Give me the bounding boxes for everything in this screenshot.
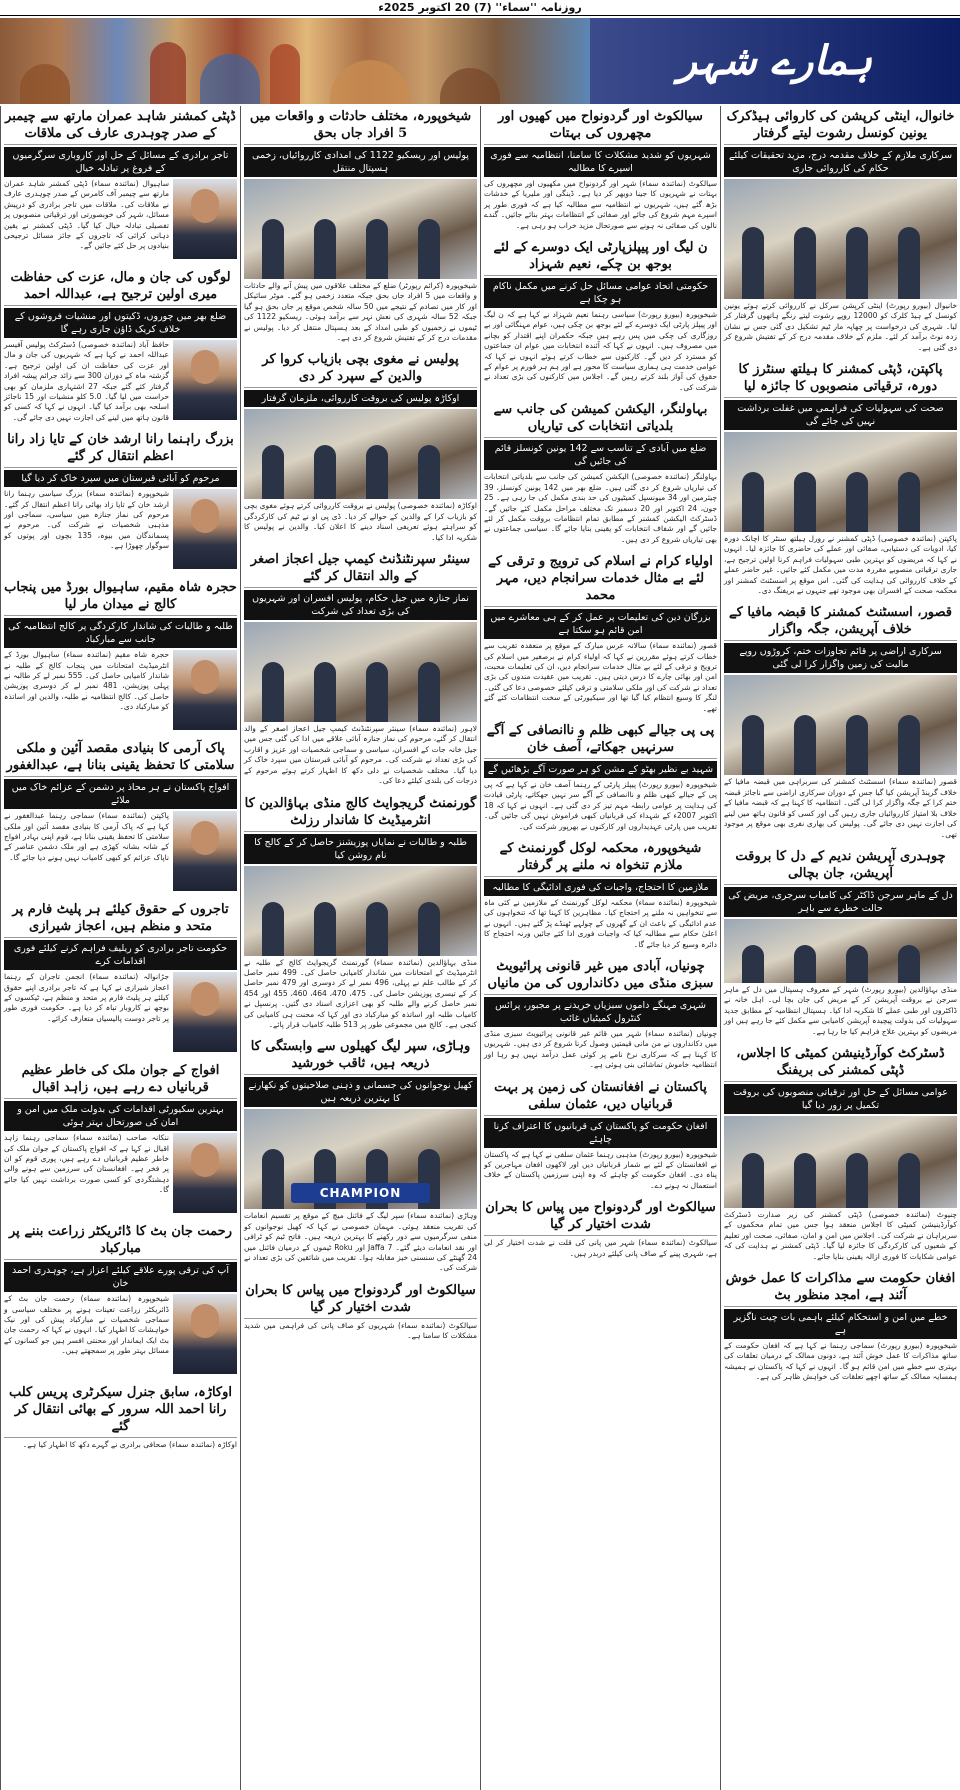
story-headline[interactable]: شیخوپورہ، محکمہ لوکل گورنمنٹ کے ملازم تنخواہ نہ ملنے پر گرفتار bbox=[484, 838, 717, 877]
story-body: لاہور (نمائندہ سماء) سینئر سپرنٹنڈنٹ کیمپ جیل اعجاز اصغر کے والد انتقال کر گئے، مرحوم کی نماز جنازہ آبائی علاقے میں ادا کی گئی جس میں جیل خانہ جات کے افسران، سیاسی و سماجی شخصیات اور عزیز و اقارب کی بڑی تعداد نے شرکت کی۔ مرحوم کو آبائی قبرستان میں سپرد خاک کر دیا گیا۔ مختلف شخصیات نے دلی دکھ کا اظہار کرتے ہوئے مرحوم کے درجات کی بلندی کیلئے دعا کی۔ bbox=[244, 724, 477, 786]
person-figure bbox=[846, 227, 868, 299]
story-subheadline: عوامی مسائل کے حل اور ترقیاتی منصوبوں کی بروقت تکمیل پر زور دیا گیا bbox=[724, 1084, 957, 1114]
story-headline[interactable]: پاکستان نے افغانستان کی زمین پر بہت قربانیاں دیں، عثمان سلفی bbox=[484, 1077, 717, 1116]
story-headline[interactable]: گورنمنٹ گریجوایٹ کالج منڈی بہاؤالدین کا انٹرمیڈیٹ کا شاندار رزلٹ bbox=[244, 793, 477, 832]
person-figure bbox=[366, 445, 388, 499]
person-figure bbox=[898, 715, 920, 775]
story-body: شیخوپورہ (بیورو رپورٹ) پیپلز پارٹی کے رہنما آصف خان نے کہا ہے کہ پی پی کے جیالے کبھی ظلم و ناانصافی کے آگے سر نہیں جھکاتے، پارٹی قیادت کی ہدایت پر عوامی رابطہ مہم تیز کر دی گئی ہے۔ انہوں نے کہا کہ 18 اکتوبر 2007ء کے شہداء کی قربانیاں کبھی فراموش نہیں کی جائیں گی۔ تقریب میں پارٹی عہدیداروں اور کارکنوں نے بھرپور شرکت کی۔ bbox=[484, 779, 717, 831]
person-figure bbox=[898, 227, 920, 299]
column-3 bbox=[240, 106, 480, 1790]
story-body: چونیاں (نمائندہ سماء) شہر میں قائم غیر قانونی پرائیویٹ سبزی منڈی میں دکانداروں نے من مانی قیمتیں وصول کرنا شروع کر دی ہیں۔ شہریوں کا کہنا ہے کہ سرکاری نرخ نامے پر کوئی عمل درآمد نہیں ہو رہا اور انتظامیہ خاموش تماشائی بنی ہوئی ہے۔ bbox=[484, 1029, 717, 1070]
story-headline[interactable]: پی پی جیالے کبھی ظلم و ناانصافی کے آگے سرنہیں جھکاتے، آصف خان bbox=[484, 720, 717, 759]
news-story bbox=[4, 899, 237, 1054]
story-body: ساہیوال (نمائندہ سماء) ڈپٹی کمشنر شاہد عمران مارتھ سے چیمبر آف کامرس کے صدر چوہدری عارف نے ملاقات کی۔ ملاقات میں تاجر برادری کو درپیش مسائل، شہر کی خوبصورتی اور ترقیاتی منصوبوں پر تفصیلی تبادلہ خیال کیا گیا۔ ڈپٹی کمشنر نے یقین دہانی کرائی کہ تاجروں کے جائز مسائل ترجیحی بنیادوں پر حل کئے جائیں گے۔ bbox=[4, 179, 169, 251]
story-body: سیالکوٹ (نمائندہ سماء) شہر اور گردونواح میں مکھیوں اور مچھروں کی بہتات نے شہریوں کا جینا دوبھر کر دیا ہے۔ ڈینگی اور ملیریا کے خدشات بڑھ گئے ہیں، شہریوں نے انتظامیہ سے مطالبہ کیا ہے کہ فوری طور پر اسپرے مہم شروع کی جائے اور صفائی کے انتظامات بہتر بنائے جائیں۔ گندے نالوں کی صفائی نہ ہونے سے صورتحال مزید خراب ہو رہی ہے۔ bbox=[484, 179, 717, 230]
story-body: سیالکوٹ (نمائندہ سماء) شہریوں کو صاف پانی کی فراہمی میں شدید مشکلات کا سامنا ہے۔ bbox=[244, 1320, 477, 1341]
story-body: شیخوپورہ (بیورو رپورٹ) سماجی رہنما نے کہا ہے کہ افغان حکومت کے ساتھ مذاکرات کا عمل خوش آئند ہے، دونوں ممالک کے درمیان تعلقات کی بہتری سے خطے میں امن قائم ہو گا۔ انہوں نے کہا کہ پاکستان نے ہمیشہ ہمسایہ ممالک کے ساتھ اچھے تعلقات کی خواہش ظاہر کی ہے۔ bbox=[724, 1340, 957, 1382]
news-story bbox=[4, 429, 237, 571]
story-body: قصور (نمائندہ سماء) سالانہ عرس مبارک کے موقع پر منعقدہ تقریب سے خطاب کرتے ہوئے مقررین نے کہا کہ اولیاء کرام نے برصغیر میں اسلام کی ترویج و ترقی کے لئے بے مثال خدمات سرانجام دیں، ان کی تعلیمات محبت، امن اور بھائی چارے کا درس دیتی ہیں۔ تقریب میں عقیدت مندوں کی بڑی تعداد نے شرکت کی اور ملکی سلامتی و ترقی کیلئے خصوصی دعا کی گئی۔ لنگر کا وسیع انتظام کیا گیا تھا اور سیکیورٹی کے سخت انتظامات کئے گئے تھے۔ bbox=[484, 641, 717, 713]
story-headline[interactable]: سیالکوٹ اور گردونواح میں کھیوں اور مچھروں کی بہتات bbox=[484, 106, 717, 145]
story-body: چنیوٹ (نمائندہ خصوصی) ڈپٹی کمشنر کی زیر صدارت ڈسٹرکٹ کوآرڈینیشن کمیٹی کا اجلاس منعقد ہوا جس میں تمام محکموں کے سربراہان نے شرکت کی۔ اجلاس میں امن و امان، صفائی، صحت اور تعلیم کے شعبوں کی کارکردگی کا جائزہ لیا گیا۔ ڈپٹی کمشنر نے ہدایت کی کہ عوامی شکایات کا فوری ازالہ یقینی بنایا جائے۔ bbox=[724, 1209, 957, 1261]
story-subheadline: شہریوں کو شدید مشکلات کا سامنا، انتظامیہ سے فوری اسپرے کا مطالبہ bbox=[484, 147, 717, 177]
person-figure bbox=[314, 219, 336, 279]
news-story bbox=[724, 359, 957, 596]
story-subheadline: تاجر برادری کے مسائل کے حل اور کاروباری سرگرمیوں کے فروغ پر تبادلہ خیال bbox=[4, 147, 237, 177]
news-story bbox=[244, 349, 477, 543]
story-body: شیخوپورہ (کرائم رپورٹر) ضلع کے مختلف علاقوں میں پیش آنے والے حادثات و واقعات میں 5 افراد جاں بحق جبکہ متعدد زخمی ہو گئے۔ موٹر سائیکل اور کار میں تصادم کے نتیجے میں 50 سالہ شخص موقع پر جاں بحق ہو گیا جبکہ 52 سالہ شہری کی نعش نہر سے برآمد ہوئی۔ ریسکیو 1122 کی ٹیموں نے زخمیوں کو طبی امداد کے بعد ہسپتال منتقل کر دیا۔ پولیس نے مقدمات درج کر کے تفتیش شروع کر دی ہے۔ bbox=[244, 281, 477, 343]
story-body: منڈی بہاؤالدین (بیورو رپورٹ) شہر کے معروف ہسپتال میں دل کے ماہر سرجن نے بروقت آپریشن کر کے مریض کی جان بچا لی۔ اہل خانہ نے ڈاکٹروں اور طبی عملے کا شکریہ ادا کیا۔ ہسپتال انتظامیہ کے مطابق جدید سہولیات کی بدولت پیچیدہ آپریشن کامیابی سے مکمل کئے جا رہے ہیں اور مریضوں کو بہترین علاج فراہم کیا جا رہا ہے۔ bbox=[724, 984, 957, 1036]
news-story bbox=[484, 551, 717, 714]
story-body: اوکاڑہ (نمائندہ سماء) صحافی برادری نے گہرے دکھ کا اظہار کیا ہے۔ bbox=[22, 1440, 237, 1450]
story-photo bbox=[244, 622, 477, 722]
story-headline[interactable]: افواج کے جوان ملک کی خاطر عظیم قربانیاں دے رہے ہیں، زاہد اقبال bbox=[4, 1060, 237, 1099]
story-headline[interactable]: چونیاں، آبادی میں غیر قانونی پرائیویٹ سبزی منڈی میں دکانداروں کی من مانیاں bbox=[484, 956, 717, 995]
news-story bbox=[4, 1060, 237, 1215]
story-photo bbox=[244, 866, 477, 956]
news-story bbox=[484, 399, 717, 545]
story-headline[interactable]: پاکپتن، ڈپٹی کمشنر کا ہیلتھ سنٹرز کا دورہ، ترقیاتی منصوبوں کا جائزہ لیا bbox=[724, 359, 957, 398]
story-body: شیخوپورہ (نمائندہ سماء) رحمت جان بٹ کے ڈائریکٹر زراعت تعینات ہونے پر مختلف سیاسی و سماجی شخصیات نے مبارکباد پیش کی اور نیک خواہشات کا اظہار کیا۔ انہوں نے کہا کہ رحمت جان بٹ ایک ایماندار اور محنتی افسر ہیں جو کسانوں کے مسائل بہتر طور پر سمجھتے ہیں۔ bbox=[4, 1294, 169, 1356]
person-figure bbox=[314, 445, 336, 499]
person-figure bbox=[418, 902, 440, 956]
news-story bbox=[484, 1077, 717, 1192]
news-story bbox=[484, 838, 717, 950]
news-story bbox=[4, 738, 237, 893]
story-body: جڑانوالہ (نمائندہ سماء) انجمن تاجران کے رہنما اعجاز شیرازی نے کہا ہے کہ تاجر برادری اپنے حقوق کیلئے ہر پلیٹ فارم پر متحد و منظم ہے، ٹیکسوں کے بوجھ نے کاروبار تباہ کر دیا ہے۔ حکومت فوری طور پر تاجر دوست پالیسیاں متعارف کرائے۔ bbox=[4, 972, 169, 1023]
news-story bbox=[4, 1221, 237, 1376]
story-headline[interactable]: ڈپٹی کمشنر شاہد عمران مارتھ سے چیمبر کے صدر چوہدری عارف کی ملاقات bbox=[4, 106, 237, 145]
person-figure bbox=[794, 715, 816, 775]
person-figure bbox=[742, 715, 764, 775]
story-body: بہاولنگر (نمائندہ خصوصی) الیکشن کمیشن کی جانب سے بلدیاتی انتخابات کی تیاریاں شروع کر دی گئی ہیں۔ ضلع بھر میں 142 یونین کونسلز، 39 چیئرمین اور 34 میونسپل کمیٹیوں کی حد بندی مکمل کی جا رہی ہے۔ 25 جون، 24 اکتوبر اور 20 دسمبر تک مختلف مراحل مکمل کئے جائیں گے۔ ڈسٹرکٹ الیکشن کمشنر کے مطابق تمام انتظامات بروقت مکمل کر لئے جائیں گے اور شفاف انتخابات کو یقینی بنایا جائے گا۔ سیاسی جماعتوں نے بھی تیاریاں شروع کر دی ہیں۔ bbox=[484, 472, 718, 544]
story-subheadline: ملازمین کا احتجاج، واجبات کی فوری ادائیگی کا مطالبہ bbox=[484, 879, 717, 896]
story-headline[interactable]: اولیاء کرام نے اسلام کی ترویج و ترقی کے لئے بے مثال خدمات سرانجام دیں، مہر محمد bbox=[484, 551, 717, 607]
story-body: حجرہ شاہ مقیم (نمائندہ سماء) ساہیوال بورڈ کے انٹرمیڈیٹ امتحانات میں پنجاب کالج کے طلبہ نے شاندار کامیابی حاصل کی۔ 555 نمبر لے کر طالبہ نے پہلی پوزیشن، 481 نمبر لے کر دوسری پوزیشن حاصل کی۔ کالج انتظامیہ نے طلبہ، والدین اور اساتذہ کو مبارکباد دی۔ bbox=[4, 650, 170, 712]
story-subheadline: افواج پاکستان نے ہر محاذ پر دشمن کے عزائم خاک میں ملائے bbox=[4, 779, 237, 809]
story-photo bbox=[244, 179, 477, 279]
person-figure bbox=[846, 1153, 868, 1208]
story-headline[interactable]: چوہدری آپریشن ندیم کے دل کا بروقت آپریشن، جان بچالی bbox=[724, 846, 957, 885]
person-figure bbox=[794, 1153, 816, 1208]
story-photo bbox=[724, 432, 957, 532]
news-story bbox=[484, 956, 717, 1071]
person-figure bbox=[366, 902, 388, 956]
person-figure bbox=[846, 472, 868, 532]
story-body: خانیوال (بیورو رپورٹ) اینٹی کرپشن سرکل نے کارروائی کرتے ہوئے یونین کونسل کے ہیڈ کلرک کو 12000 روپے رشوت لیتے رنگے ہاتھوں گرفتار کر لیا۔ شہری کی درخواست پر چھاپہ مار ٹیم تشکیل دی گئی جس نے نشان زدہ نوٹ برآمد کر لئے۔ ملزم کے خلاف مقدمہ درج کر کے تفتیش شروع کر دی گئی ہے۔ bbox=[724, 301, 957, 352]
person-figure bbox=[314, 902, 336, 956]
news-story bbox=[484, 720, 717, 832]
story-body: ننکانہ صاحب (نمائندہ سماء) سماجی رہنما زاہد اقبال نے کہا ہے کہ افواج پاکستان کے جوان ملک کی خاطر عظیم قربانیاں دے رہے ہیں، پوری قوم کو ان پر فخر ہے۔ افغانستان کی سرزمین سے ہونے والی دہشتگردی کو کسی صورت برداشت نہیں کیا جائے گا۔ bbox=[4, 1133, 169, 1195]
story-headline[interactable]: وہاڑی، سپر لیگ کھیلوں سے وابستگی کا ذریعہ ہیں، ثاقب خورشید bbox=[244, 1036, 477, 1075]
story-photo bbox=[244, 1109, 477, 1209]
news-story bbox=[484, 237, 717, 393]
story-body: اوکاڑہ (نمائندہ خصوصی) پولیس نے بروقت کارروائی کرتے ہوئے مغوی بچی کو بازیاب کرا کے والدین کے حوالے کر دیا۔ ڈی پی او نے ٹیم کی کارکردگی کو سراہتے ہوئے تعریفی اسناد دینے کا اعلان کیا۔ والدین نے پولیس کا شکریہ ادا کیا۔ bbox=[244, 501, 477, 542]
portrait-photo bbox=[173, 811, 237, 891]
news-story bbox=[244, 549, 477, 786]
news-story bbox=[4, 577, 237, 732]
portrait-photo bbox=[173, 650, 237, 730]
story-subheadline: افغان حکومت کو پاکستان کی قربانیوں کا اعتراف کرنا چاہئے bbox=[484, 1118, 717, 1148]
story-subheadline: شہید بے نظیر بھٹو کے مشن کو ہر صورت آگے بڑھائیں گے bbox=[484, 761, 717, 778]
story-subheadline: ضلع بھر میں چوروں، ڈکیتوں اور منشیات فروشوں کے خلاف کریک ڈاؤن جاری رہے گا bbox=[4, 308, 237, 338]
person-figure bbox=[262, 445, 284, 499]
story-subheadline: آپ کی ترقی پورے علاقے کیلئے اعزاز ہے، چوہدری احمد خان bbox=[4, 1262, 237, 1292]
story-subheadline: دل کے ماہر سرجن ڈاکٹر کی کامیاب سرجری، مریض کی حالت خطرے سے باہر bbox=[724, 887, 957, 917]
story-subheadline: طلبہ و طالبات کی شاندار کارکردگی پر کالج انتظامیہ کی جانب سے مبارکباد bbox=[4, 618, 237, 648]
news-story bbox=[244, 793, 477, 1031]
story-photo bbox=[724, 675, 957, 775]
story-subheadline: خطے میں امن و استحکام کیلئے باہمی بات چیت ناگزیر ہے bbox=[724, 1309, 957, 1339]
masthead-banner bbox=[0, 18, 960, 104]
story-headline[interactable]: افغان حکومت سے مذاکرات کا عمل خوش آئند ہے، امجد منظور بٹ bbox=[724, 1268, 957, 1307]
story-body: شیخوپورہ (بیورو رپورٹ) سیاسی رہنما نعیم شہزاد نے کہا ہے کہ ن لیگ اور پیپلز پارٹی ایک دوسرے کے لئے بوجھ بن چکی ہیں، عوام مہنگائی اور بے روزگاری کی چکی میں پس رہے ہیں جبکہ حکمران اپنے اقتدار کو بچانے میں مصروف ہیں۔ انہوں نے کہا کہ آئندہ انتخابات میں عوام ان جماعتوں کو مسترد کر دیں گے۔ کارکنوں سے خطاب کرتے ہوئے انہوں نے کہا کہ عوامی خدمت ہی ہماری سیاست کا محور ہے اور ہم ہر فورم پر عوام کے حقوق کی آواز بلند کرتے رہیں گے۔ اجلاس میں کارکنوں کی بڑی تعداد نے شرکت کی۔ bbox=[484, 310, 717, 392]
story-headline[interactable]: لوگوں کی جان و مال، عزت کی حفاظت میری اولین ترجیح ہے، عبداللہ احمد bbox=[4, 267, 237, 306]
news-columns bbox=[0, 106, 960, 1790]
news-story bbox=[724, 1268, 957, 1383]
story-headline[interactable]: اوکاڑہ، سابق جنرل سیکرٹری پریس کلب رانا احمد اللہ سرور کے بھائی انتقال کر گئے bbox=[4, 1382, 237, 1438]
story-body: شیخوپورہ (نمائندہ سماء) محکمہ لوکل گورنمنٹ کے ملازمین نے کئی ماہ سے تنخواہیں نہ ملنے پر احتجاج کیا۔ مظاہرین کا کہنا تھا کہ تنخواہوں کی عدم ادائیگی کے باعث ان کے گھروں کے چولہے ٹھنڈے پڑ گئے ہیں۔ انہوں نے اعلیٰ حکام سے مطالبہ کیا کہ واجبات فوری ادا کئے جائیں ورنہ احتجاج کا دائرہ وسیع کر دیا جائے گا۔ bbox=[484, 898, 717, 949]
story-subheadline: بہترین سکیورٹی اقدامات کی بدولت ملک میں امن و امان کی صورتحال بہتر ہوئی bbox=[4, 1101, 237, 1131]
story-headline[interactable]: سیالکوٹ اور گردونواح میں پیاس کا بحران شدت اختیار کر گیا bbox=[244, 1280, 477, 1319]
person-figure bbox=[742, 227, 764, 299]
story-photo bbox=[724, 1116, 957, 1208]
story-photo bbox=[244, 409, 477, 499]
story-subheadline: ضلع میں آبادی کے تناسب سے 142 یونین کونسلز قائم کی جائیں گی bbox=[484, 440, 717, 470]
portrait-photo bbox=[173, 1133, 237, 1213]
story-body: شیخوپورہ (نمائندہ سماء) بزرگ سیاسی رہنما رانا ارشد خان کے تایا زاد بھائی رانا اعظم انتقال کر گئے۔ مرحوم کی نماز جنازہ میں سیاسی، سماجی اور مذہبی شخصیات نے شرکت کی۔ مرحوم نے پسماندگان میں بیوہ، 135 بچوں اور پوتوں کو سوگوار چھوڑا ہے۔ bbox=[4, 489, 169, 551]
person-figure bbox=[898, 945, 920, 983]
story-subheadline: کھیل نوجوانوں کی جسمانی و ذہنی صلاحیتوں کو نکھارنے کا بہترین ذریعہ ہیں bbox=[244, 1077, 477, 1107]
story-headline[interactable]: پولیس نے مغوی بچی بازیاب کروا کر والدین کے سپرد کر دی bbox=[244, 349, 477, 388]
news-story bbox=[4, 267, 237, 423]
story-body: قصور (نمائندہ سماء) اسسٹنٹ کمشنر کی سربراہی میں قبضہ مافیا کے خلاف گرینڈ آپریشن کیا گیا جس کے دوران سرکاری اراضی سے ناجائز قبضہ ختم کرا کے جگہ واگزار کرا لی گئی۔ انتظامیہ کا کہنا ہے کہ قبضہ مافیا کے خلاف بلا امتیاز کارروائیاں جاری رہیں گی اور کسی کو قانون ہاتھ میں لینے کی اجازت نہیں دی جائے گی۔ پولیس کی بھاری نفری بھی موقع پر موجود تھی۔ bbox=[724, 777, 957, 839]
news-story bbox=[4, 106, 237, 261]
story-subheadline: نماز جنازہ میں جیل حکام، پولیس افسران اور شہریوں کی بڑی تعداد کی شرکت bbox=[244, 590, 477, 620]
dateline: روزنامہ ''سماء'' (7) 20 اکتوبر 2025ء bbox=[0, 0, 960, 16]
person-figure bbox=[742, 945, 764, 983]
news-story bbox=[724, 106, 957, 353]
story-headline[interactable]: حجرہ شاہ مقیم، ساہیوال بورڈ میں پنجاب کالج نے میدان مار لیا bbox=[4, 577, 237, 616]
story-headline[interactable]: سیالکوٹ اور گردونواح میں پیاس کا بحران شدت اختیار کر گیا bbox=[484, 1197, 717, 1236]
story-headline[interactable]: ن لیگ اور پیپلزپارٹی ایک دوسرے کے لئے بوجھ بن چکے، نعیم شہزاد bbox=[484, 237, 717, 276]
story-subheadline: مرحوم کو آبائی قبرستان میں سپرد خاک کر دیا گیا bbox=[4, 470, 237, 487]
city-heritage-photo bbox=[0, 18, 590, 104]
person-figure bbox=[846, 945, 868, 983]
person-figure bbox=[262, 219, 284, 279]
person-figure bbox=[794, 227, 816, 299]
portrait-photo bbox=[173, 1294, 237, 1374]
person-figure bbox=[314, 662, 336, 722]
story-photo bbox=[724, 919, 957, 983]
story-subheadline: سرکاری ملازم کے خلاف مقدمہ درج، مزید تحقیقات کیلئے حکام کی کارروائی جاری bbox=[724, 147, 957, 177]
news-story bbox=[484, 106, 717, 231]
person-figure bbox=[794, 472, 816, 532]
story-headline[interactable]: تاجروں کے حقوق کیلئے ہر پلیٹ فارم پر متحد و منظم ہیں، اعجاز شیرازی bbox=[4, 899, 237, 938]
person-figure bbox=[418, 445, 440, 499]
story-headline[interactable]: خانوال، اینٹی کرپشن کی کاروائی ہیڈکرک یونین کونسل رشوت لیتے گرفتار bbox=[724, 106, 957, 145]
portrait-photo bbox=[173, 972, 237, 1052]
story-headline[interactable]: شیخوپورہ، مختلف حادثات و واقعات میں 5 افراد جاں بحق bbox=[244, 106, 477, 145]
story-body: شیخوپورہ (بیورو رپورٹ) مذہبی رہنما عثمان سلفی نے کہا ہے کہ پاکستان نے افغانستان کے لئے بے شمار قربانیاں دیں اور لاکھوں افغان مہاجرین کو پناہ دی۔ افغان حکومت کو چاہئے کہ وہ اپنی سرزمین پاکستان کے خلاف استعمال نہ ہونے دے۔ bbox=[484, 1149, 717, 1190]
news-story bbox=[724, 846, 957, 1037]
story-subheadline: حکومتی اتحاد عوامی مسائل حل کرنے میں مکمل ناکام ہو چکا ہے bbox=[484, 278, 717, 308]
story-headline[interactable]: بزرگ راہنما رانا ارشد خان کے تایا زاد رانا اعظم انتقال کر گئے bbox=[4, 429, 237, 468]
portrait-photo bbox=[173, 179, 237, 259]
person-figure bbox=[366, 219, 388, 279]
story-subheadline: سرکاری اراضی پر قائم تجاوزات ختم، کروڑوں روپے مالیت کی زمین واگزار کرا لی گئی bbox=[724, 643, 957, 673]
person-figure bbox=[418, 662, 440, 722]
story-subheadline: پولیس اور ریسکیو 1122 کی امدادی کارروائیاں، زخمی ہسپتال منتقل bbox=[244, 147, 477, 177]
portrait-photo bbox=[173, 340, 237, 420]
person-figure bbox=[366, 662, 388, 722]
person-figure bbox=[794, 945, 816, 983]
person-figure bbox=[898, 472, 920, 532]
column-4 bbox=[0, 106, 240, 1790]
news-story bbox=[4, 1382, 237, 1450]
story-headline[interactable]: قصور، اسسٹنٹ کمشنر کا قبضہ مافیا کے خلاف آپریشن، جگہ واگزار bbox=[724, 602, 957, 641]
story-headline[interactable]: سینئر سپرنٹنڈنٹ کیمپ جیل اعجاز اصغر کے والد انتقال کر گئے bbox=[244, 549, 477, 588]
person-figure bbox=[418, 219, 440, 279]
section-title: ہمارے شہر bbox=[590, 18, 960, 104]
story-body: پاکپتن (نمائندہ سماء) سماجی رہنما عبدالغفور نے کہا ہے کہ پاک آرمی کا بنیادی مقصد آئین اور ملکی سلامتی کا تحفظ یقینی بنانا ہے، قوم اپنی بہادر افواج کے شانہ بشانہ کھڑی ہے اور ملک دشمن عناصر کے ناپاک عزائم کو کبھی کامیاب نہیں ہونے دیا جائے گا۔ bbox=[4, 811, 169, 862]
story-subheadline: اوکاڑہ پولیس کی بروقت کارروائی، ملزمان گرفتار bbox=[244, 390, 477, 407]
person-figure bbox=[742, 472, 764, 532]
champion-banner: CHAMPION bbox=[291, 1183, 431, 1203]
news-story bbox=[244, 1036, 477, 1273]
news-story bbox=[724, 1043, 957, 1262]
story-body: وہاڑی (نمائندہ سماء) سپر لیگ کے فائنل میچ کے موقع پر تقسیم انعامات کی تقریب منعقد ہوئی۔ مہمان خصوصی نے کہا کہ کھیل نوجوانوں کو منفی سرگرمیوں سے دور رکھنے کا بہترین ذریعہ ہیں۔ فاتح ٹیم کو ٹرافی اور نقد انعامات دیئے گئے۔ Jaffa 7 اور Roku ٹیموں کے درمیان فائنل میں 24 گھنٹے کی سنسنی خیز مقابلہ ہوا۔ تقریب میں شائقین کی بڑی تعداد نے شرکت کی۔ bbox=[244, 1211, 477, 1273]
column-2 bbox=[480, 106, 720, 1790]
story-body: منڈی بہاؤالدین (نمائندہ سماء) گورنمنٹ گریجوایٹ کالج کے طلبہ نے انٹرمیڈیٹ کے امتحانات میں شاندار کامیابی حاصل کی۔ 499 نمبر حاصل کر کے طالب علم نے پہلی، 496 نمبر لے کر دوسری اور 479 نمبر حاصل کر کے تیسری پوزیشن حاصل کی۔ 475، 470، 464، 460، 455 اور 454 نمبر حاصل کرنے والے طلبہ کو بھی اعزازی اسناد دی گئیں۔ پرنسپل نے کامیاب طلبہ اور اساتذہ کو مبارکباد دی اور کہا کہ محنت ہی کامیابی کی کنجی ہے۔ کالج میں مجموعی طور پر 513 طلبہ کامیاب قرار پائے۔ bbox=[244, 957, 478, 1029]
person-figure bbox=[262, 662, 284, 722]
person-figure bbox=[262, 1149, 284, 1209]
story-subheadline: صحت کی سہولیات کی فراہمی میں غفلت برداشت نہیں کی جائے گی bbox=[724, 400, 957, 430]
story-subheadline: حکومت تاجر برادری کو ریلیف فراہم کرنے کیلئے فوری اقدامات کرے bbox=[4, 940, 237, 970]
story-body: سیالکوٹ (نمائندہ سماء) شہر میں پانی کی قلت نے شدت اختیار کر لی ہے، شہری پینے کے صاف پانی کیلئے دربدر ہیں۔ bbox=[484, 1238, 717, 1258]
story-headline[interactable]: رحمت جان بٹ کا ڈائریکٹر زراعت بننے پر مبارکباد bbox=[4, 1221, 237, 1260]
story-headline[interactable]: بہاولنگر، الیکشن کمیشن کی جانب سے بلدیاتی انتخابات کی تیاریاں bbox=[484, 399, 717, 438]
story-headline[interactable]: ڈسٹرکٹ کوآرڈینیشن کمیٹی کا اجلاس، ڈپٹی کمشنر کی بریفنگ bbox=[724, 1043, 957, 1082]
story-body: پاکپتن (نمائندہ خصوصی) ڈپٹی کمشنر نے رورل ہیلتھ سنٹر کا اچانک دورہ کیا، ادویات کی دستیابی، صفائی اور عملے کی حاضری کا جائزہ لیا۔ انہوں نے کہا کہ مریضوں کو بہترین طبی سہولیات فراہم کرنا اولین ترجیح ہے، جاری ترقیاتی منصوبے مقررہ مدت میں مکمل کئے جائیں۔ غیر حاضر عملے کے خلاف کارروائی کی ہدایت کی گئی۔ اس موقع پر اسسٹنٹ کمشنر اور محکمہ صحت کے افسران بھی موجود تھے جنہوں نے بریفنگ دی۔ bbox=[724, 534, 957, 596]
person-figure bbox=[742, 1153, 764, 1208]
news-story bbox=[244, 1280, 477, 1342]
story-headline[interactable]: پاک آرمی کا بنیادی مقصد آئین و ملکی سلامتی کا تحفظ یقینی بنانا ہے، عبدالغفور bbox=[4, 738, 237, 777]
news-story bbox=[244, 106, 477, 343]
person-figure bbox=[262, 902, 284, 956]
story-subheadline: بزرگان دین کی تعلیمات پر عمل کر کے ہی معاشرے میں امن قائم ہو سکتا ہے bbox=[484, 609, 717, 639]
story-subheadline: طلبہ و طالبات نے نمایاں پوزیشنز حاصل کر کے کالج کا نام روشن کیا bbox=[244, 834, 477, 864]
portrait-photo bbox=[173, 489, 237, 569]
person-figure bbox=[898, 1153, 920, 1208]
column-1 bbox=[720, 106, 960, 1790]
story-photo bbox=[724, 179, 957, 299]
person-figure bbox=[846, 715, 868, 775]
story-subheadline: شہری مہنگے داموں سبزیاں خریدنے پر مجبور، پرائس کنٹرول کمیٹیاں غائب bbox=[484, 997, 717, 1027]
news-story bbox=[724, 602, 957, 839]
story-body: حافظ آباد (نمائندہ خصوصی) ڈسٹرکٹ پولیس آفیسر عبداللہ احمد نے کہا ہے کہ شہریوں کی جان و مال اور عزت کی حفاظت ان کی اولین ترجیح ہے۔ گزشتہ ماہ کے دوران 300 سے زائد جرائم پیشہ افراد گرفتار کئے گئے جبکہ 27 اشتہاری ملزمان کو بھی حراست میں لیا گیا۔ 5.0 کلو منشیات اور 15 ناجائز اسلحہ بھی برآمد کیا گیا۔ انہوں نے کہا کہ کسی کو قانون ہاتھ میں لینے کی اجازت نہیں دی جائے گی۔ bbox=[4, 340, 170, 422]
news-story bbox=[484, 1197, 717, 1259]
